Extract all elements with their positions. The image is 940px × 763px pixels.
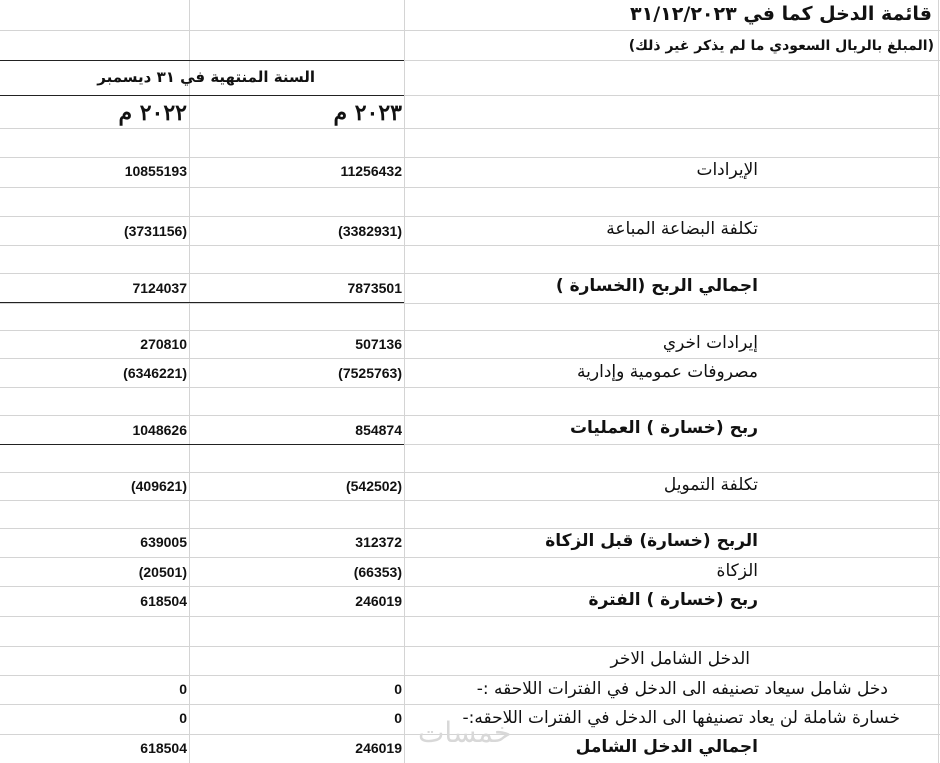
row-label: دخل شامل سيعاد تصنيفه الى الدخل في الفترات اللاحقه :-: [476, 679, 888, 699]
value-2023: (542502): [345, 478, 402, 494]
row-label: الربح (خسارة) قبل الزكاة: [545, 531, 758, 551]
row-divider: [0, 704, 940, 705]
row-label: اجمالي الربح (الخسارة ): [555, 276, 758, 296]
row-label: مصروفات عمومية وإدارية: [577, 362, 758, 382]
row-label: خسارة شاملة لن يعاد تصنيفها الى الدخل في الفترات اللاحقه:-: [462, 708, 900, 728]
period-bottom-border: [0, 95, 404, 96]
period-top-border: [0, 60, 404, 61]
value-2023: 7873501: [347, 280, 402, 296]
row-divider: [0, 500, 940, 501]
value-2022: 639005: [140, 534, 187, 550]
row-divider: [0, 528, 940, 529]
row-divider: [0, 273, 940, 274]
row-label: الزكاة: [716, 561, 758, 581]
column-divider: [404, 0, 405, 763]
value-2023: (3382931): [338, 223, 402, 239]
row-divider: [0, 557, 940, 558]
year-2023-header: ٢٠٢٣ م: [333, 100, 402, 126]
row-divider: [0, 472, 940, 473]
row-label: الإيرادات: [696, 160, 758, 180]
value-2023: 246019: [355, 593, 402, 609]
value-2022: (409621): [130, 478, 187, 494]
value-2023: 0: [394, 681, 402, 697]
value-2023: (7525763): [338, 365, 402, 381]
year-2022-header: ٢٠٢٢ م: [118, 100, 187, 126]
value-2023: 246019: [355, 740, 402, 756]
row-divider: [0, 415, 940, 416]
column-divider: [189, 0, 190, 763]
value-2023: 507136: [355, 336, 402, 352]
row-divider: [0, 616, 940, 617]
watermark: خمسات: [418, 716, 512, 749]
value-2022: 618504: [140, 740, 187, 756]
value-2022: 1048626: [132, 422, 187, 438]
period-heading: السنة المنتهية في ٣١ ديسمبر: [97, 68, 315, 86]
row-label: تكلفة التمويل: [663, 475, 758, 495]
value-2023: 312372: [355, 534, 402, 550]
value-2022: (20501): [138, 564, 187, 580]
row-divider: [0, 387, 940, 388]
value-2023: (66353): [353, 564, 402, 580]
value-2023: 854874: [355, 422, 402, 438]
value-2022: 10855193: [124, 163, 187, 179]
operating-profit-underline: [0, 444, 404, 445]
value-2022: 0: [179, 681, 187, 697]
row-divider: [0, 187, 940, 188]
value-2022: 7124037: [132, 280, 187, 296]
row-divider: [0, 303, 940, 304]
row-label: الدخل الشامل الاخر: [610, 649, 750, 669]
row-divider: [0, 675, 940, 676]
row-divider: [0, 30, 940, 31]
page-title: قائمة الدخل كما في ٣١/١٢/٢٠٢٣: [630, 3, 932, 25]
value-2022: (3731156): [123, 223, 187, 239]
row-label: ربح (خسارة ) الفترة: [588, 590, 758, 610]
row-divider: [0, 330, 940, 331]
currency-note: (المبلغ بالريال السعودي ما لم يذكر غير ذلك): [628, 38, 934, 54]
row-label: تكلفة البضاعة المباعة: [606, 219, 758, 239]
row-divider: [0, 358, 940, 359]
row-divider: [0, 245, 940, 246]
value-2022: 270810: [140, 336, 187, 352]
row-divider: [0, 157, 940, 158]
value-2023: 11256432: [340, 163, 402, 179]
row-label: ربح (خسارة ) العمليات: [569, 418, 758, 438]
row-divider: [0, 646, 940, 647]
value-2022: 618504: [140, 593, 187, 609]
value-2022: 0: [179, 710, 187, 726]
value-2023: 0: [394, 710, 402, 726]
value-2022: (6346221): [123, 365, 187, 381]
row-divider: [0, 216, 940, 217]
gross-profit-underline: [0, 302, 404, 303]
row-divider: [0, 128, 940, 129]
row-label: إيرادات اخري: [662, 333, 758, 353]
row-divider: [0, 586, 940, 587]
row-label: اجمالي الدخل الشامل: [575, 737, 758, 757]
column-divider: [938, 0, 939, 763]
